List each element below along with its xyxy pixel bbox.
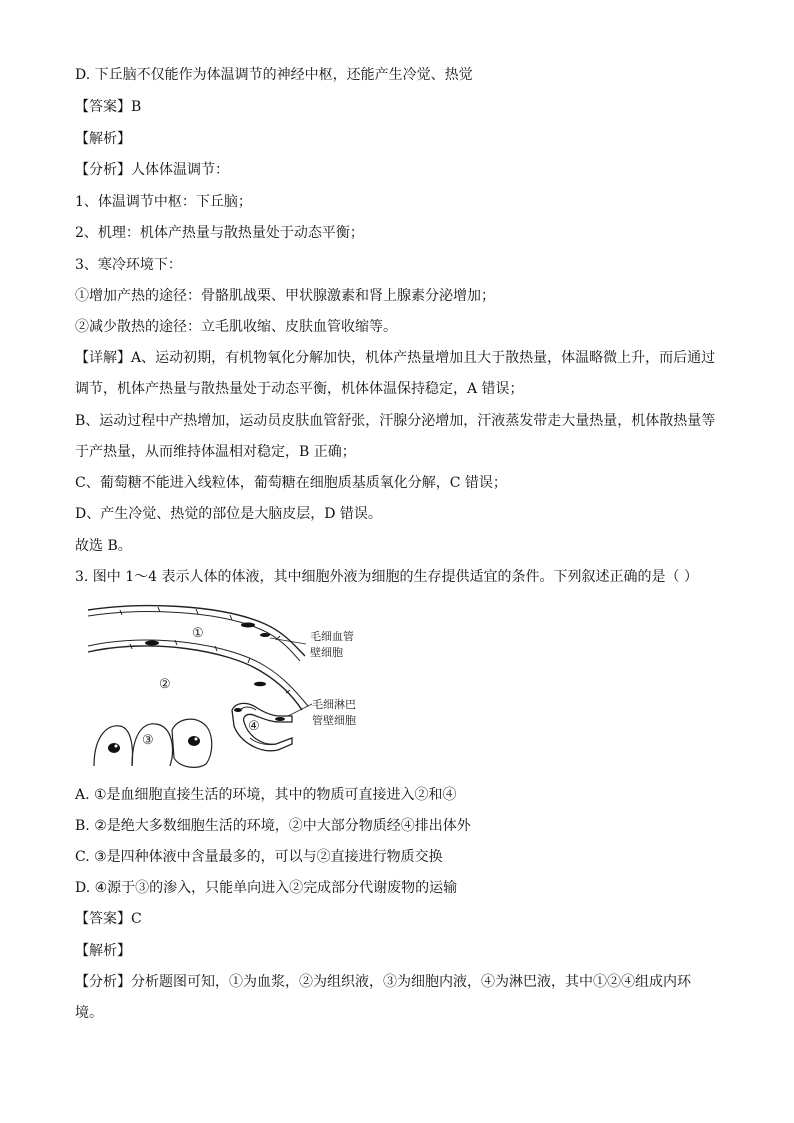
- label-num-4: ④: [248, 719, 260, 734]
- prev-point-2: 2、机理：机体产热量与散热量处于动态平衡；: [75, 225, 364, 241]
- prev-detail-b-line1: B、运动过程中产热增加，运动员皮肤血管舒张，汗腺分泌增加，汗液蒸发带走大量热量，机体散热量等: [75, 413, 716, 429]
- question-3-analysis-label: 【解析】: [75, 943, 131, 959]
- prev-point-3b: ②减少散热的途径：立毛肌收缩、皮肤血管收缩等。: [75, 319, 397, 335]
- label-lymph-2: 管壁细胞: [312, 714, 356, 727]
- label-lymph-1: 毛细淋巴: [312, 698, 356, 711]
- question-3-stem: 3. 图中 1～4 表示人体的体液，其中细胞外液为细胞的生存提供适宜的条件。下列叙述正确的是（ ）: [75, 569, 698, 585]
- question-3-fenxi-line2: 境。: [75, 1005, 103, 1021]
- prev-point-1: 1、体温调节中枢：下丘脑；: [75, 194, 252, 210]
- prev-conclusion: 故选 B。: [75, 538, 132, 554]
- label-num-2: ②: [159, 677, 171, 692]
- question-3-option-b: B. ②是绝大多数细胞生活的环境，②中大部分物质经④排出体外: [75, 818, 471, 834]
- question-3-option-a: A. ①是血细胞直接生活的环境，其中的物质可直接进入②和④: [75, 787, 457, 803]
- label-num-1: ①: [192, 626, 204, 641]
- prev-analysis-label: 【解析】: [75, 131, 131, 147]
- prev-point-3a: ①增加产热的途径：骨骼肌战栗、甲状腺激素和肾上腺素分泌增加；: [75, 288, 495, 304]
- prev-fenxi: 【分析】人体体温调节：: [75, 162, 229, 178]
- question-3-option-d: D. ④源于③的渗入，只能单向进入②完成部分代谢废物的运输: [75, 880, 458, 896]
- label-capillary-1: 毛细血管: [310, 630, 354, 643]
- prev-answer: 【答案】B: [75, 99, 142, 115]
- label-capillary-2: 壁细胞: [310, 646, 343, 659]
- prev-detail-a-line1: 【详解】A、运动初期，有机物氧化分解加快，机体产热量增加且大于散热量，体温略微上升，而后通过: [75, 350, 716, 366]
- prev-point-3: 3、寒冷环境下：: [75, 257, 182, 273]
- label-num-3: ③: [142, 733, 154, 748]
- prev-detail-a-line2: 调节，机体产热量与散热量处于动态平衡，机体体温保持稳定，A 错误；: [75, 381, 524, 397]
- question-3-option-c: C. ③是四种体液中含量最多的，可以与②直接进行物质交换: [75, 849, 443, 865]
- body-fluid-diagram: [80, 598, 380, 770]
- prev-detail-b-line2: 于产热量，从而维持体温相对稳定，B 正确；: [75, 444, 356, 460]
- prev-detail-c: C、葡萄糖不能进入线粒体，葡萄糖在细胞质基质氧化分解，C 错误；: [75, 475, 507, 491]
- prev-detail-d: D、产生冷觉、热觉的部位是大脑皮层，D 错误。: [75, 506, 382, 522]
- question-3-answer: 【答案】C: [75, 911, 142, 927]
- question-3-fenxi-line1: 【分析】分析题图可知，①为血浆，②为组织液，③为细胞内液，④为淋巴液，其中①②④组成内环: [75, 974, 691, 990]
- prev-option-d: D. 下丘脑不仅能作为体温调节的神经中枢，还能产生冷觉、热觉: [75, 67, 473, 83]
